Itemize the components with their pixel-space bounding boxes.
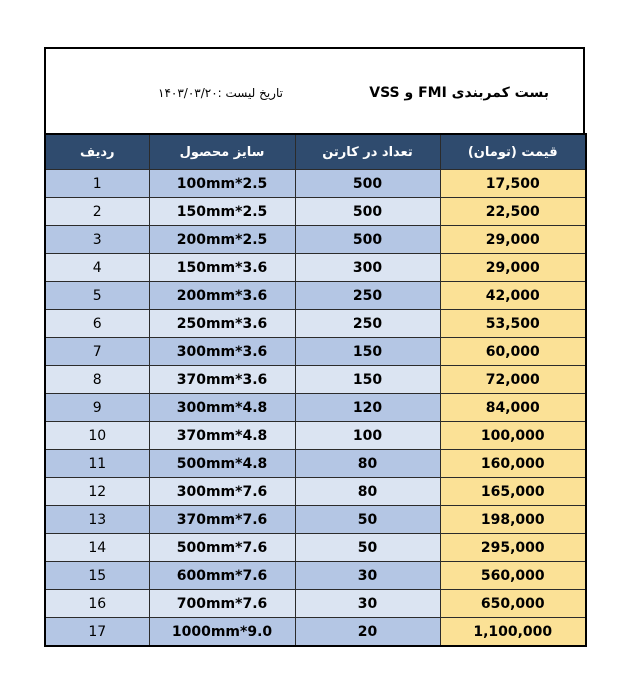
product-size-cell: 300mm*4.8 xyxy=(149,394,295,422)
row-number-cell: 7 xyxy=(45,338,149,366)
table-row xyxy=(45,450,586,478)
quantity-cell: 500 xyxy=(295,226,440,254)
price-cell: 84,000 xyxy=(440,394,586,422)
row-number-cell: 14 xyxy=(45,534,149,562)
row-number-cell: 13 xyxy=(45,506,149,534)
row-number-cell: 17 xyxy=(45,618,149,647)
table-row xyxy=(45,310,586,338)
product-size-cell: 370mm*4.8 xyxy=(149,422,295,450)
price-cell: 1,100,000 xyxy=(440,618,586,647)
list-date: تاریخ لیست :۱۴۰۳/۰۳/۲۰ xyxy=(158,86,283,100)
quantity-cell: 20 xyxy=(295,618,440,647)
quantity-cell: 50 xyxy=(295,534,440,562)
price-cell: 22,500 xyxy=(440,198,586,226)
quantity-cell: 100 xyxy=(295,422,440,450)
row-number-cell: 2 xyxy=(45,198,149,226)
table-row xyxy=(45,422,586,450)
row-number-cell: 3 xyxy=(45,226,149,254)
row-number-cell: 8 xyxy=(45,366,149,394)
quantity-cell: 30 xyxy=(295,562,440,590)
price-cell: 650,000 xyxy=(440,590,586,618)
table-row xyxy=(45,282,586,310)
price-cell: 72,000 xyxy=(440,366,586,394)
table-row xyxy=(45,254,586,282)
table-row xyxy=(45,590,586,618)
quantity-cell: 50 xyxy=(295,506,440,534)
product-size-cell: 300mm*7.6 xyxy=(149,478,295,506)
row-number-cell: 1 xyxy=(45,170,149,198)
price-cell: 560,000 xyxy=(440,562,586,590)
table-body xyxy=(45,170,586,647)
product-size-cell: 1000mm*9.0 xyxy=(149,618,295,647)
column-header-price: قیمت (تومان) xyxy=(440,134,586,170)
product-size-cell: 700mm*7.6 xyxy=(149,590,295,618)
product-size-cell: 200mm*2.5 xyxy=(149,226,295,254)
table-row xyxy=(45,366,586,394)
table-row xyxy=(45,506,586,534)
column-header-row-number: ردیف xyxy=(45,134,149,170)
product-size-cell: 500mm*4.8 xyxy=(149,450,295,478)
price-cell: 29,000 xyxy=(440,254,586,282)
price-cell: 160,000 xyxy=(440,450,586,478)
quantity-cell: 30 xyxy=(295,590,440,618)
price-cell: 60,000 xyxy=(440,338,586,366)
price-cell: 100,000 xyxy=(440,422,586,450)
row-number-cell: 12 xyxy=(45,478,149,506)
quantity-cell: 80 xyxy=(295,450,440,478)
product-size-cell: 300mm*3.6 xyxy=(149,338,295,366)
quantity-cell: 300 xyxy=(295,254,440,282)
product-size-cell: 500mm*7.6 xyxy=(149,534,295,562)
product-size-cell: 150mm*3.6 xyxy=(149,254,295,282)
price-table xyxy=(44,133,587,647)
row-number-cell: 4 xyxy=(45,254,149,282)
product-size-cell: 150mm*2.5 xyxy=(149,198,295,226)
table-row xyxy=(45,338,586,366)
row-number-cell: 6 xyxy=(45,310,149,338)
product-size-cell: 600mm*7.6 xyxy=(149,562,295,590)
row-number-cell: 16 xyxy=(45,590,149,618)
column-header-quantity-per-carton: تعداد در کارتن xyxy=(295,134,440,170)
table-row xyxy=(45,478,586,506)
quantity-cell: 250 xyxy=(295,310,440,338)
table-row xyxy=(45,618,586,647)
product-size-cell: 100mm*2.5 xyxy=(149,170,295,198)
price-cell: 198,000 xyxy=(440,506,586,534)
price-list-title: بست کمربندی FMI و VSS xyxy=(369,85,549,101)
table-row xyxy=(45,198,586,226)
row-number-cell: 10 xyxy=(45,422,149,450)
table-row xyxy=(45,226,586,254)
table-header-row xyxy=(45,134,586,170)
column-header-product-size: سایز محصول xyxy=(149,134,295,170)
quantity-cell: 150 xyxy=(295,338,440,366)
quantity-cell: 500 xyxy=(295,170,440,198)
quantity-cell: 80 xyxy=(295,478,440,506)
quantity-cell: 250 xyxy=(295,282,440,310)
product-size-cell: 200mm*3.6 xyxy=(149,282,295,310)
price-cell: 42,000 xyxy=(440,282,586,310)
price-cell: 165,000 xyxy=(440,478,586,506)
price-cell: 53,500 xyxy=(440,310,586,338)
quantity-cell: 120 xyxy=(295,394,440,422)
product-size-cell: 250mm*3.6 xyxy=(149,310,295,338)
row-number-cell: 5 xyxy=(45,282,149,310)
row-number-cell: 11 xyxy=(45,450,149,478)
price-list-header xyxy=(44,47,585,133)
quantity-cell: 500 xyxy=(295,198,440,226)
product-size-cell: 370mm*3.6 xyxy=(149,366,295,394)
table-row xyxy=(45,534,586,562)
row-number-cell: 15 xyxy=(45,562,149,590)
product-size-cell: 370mm*7.6 xyxy=(149,506,295,534)
table-row xyxy=(45,562,586,590)
price-cell: 29,000 xyxy=(440,226,586,254)
price-cell: 17,500 xyxy=(440,170,586,198)
table-row xyxy=(45,394,586,422)
table-row xyxy=(45,170,586,198)
row-number-cell: 9 xyxy=(45,394,149,422)
price-list-sheet xyxy=(44,47,585,647)
quantity-cell: 150 xyxy=(295,366,440,394)
price-cell: 295,000 xyxy=(440,534,586,562)
